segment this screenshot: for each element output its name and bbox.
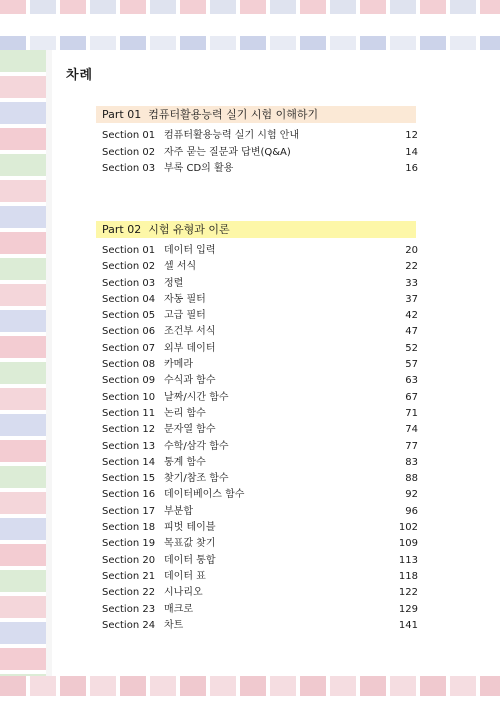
section-number: Section 18 [102,522,156,534]
page-number: 88 [405,473,418,485]
section-number: Section 19 [102,538,156,550]
toc-entry[interactable] [102,390,418,406]
section-number: Section 06 [102,326,156,338]
toc-entry[interactable] [102,128,418,145]
section-number: Section 01 [102,130,156,141]
toc-entry[interactable] [102,487,418,503]
section-name: 날짜/시간 함수 [164,391,229,403]
page-number: 20 [405,245,418,256]
toc-entry[interactable] [102,243,418,259]
section-number: Section 10 [102,391,156,403]
top-decorative-stripe-lower [0,36,500,50]
part-header-2 [96,221,416,238]
page-number: 22 [405,261,418,273]
toc-entry[interactable] [102,553,418,569]
toc-entry[interactable] [102,259,418,275]
section-name: 자주 묻는 질문과 답변(Q&A) [164,146,291,158]
toc-entry[interactable] [102,373,418,389]
page-number: 102 [398,522,418,534]
page-number: 16 [405,163,418,174]
page-number: 83 [405,456,418,468]
left-decorative-strip [0,50,46,676]
section-name: 문자열 함수 [164,424,216,436]
page-number: 129 [398,603,418,615]
section-number: Section 07 [102,342,156,354]
section-name: 논리 함수 [164,407,206,419]
section-name: 목표값 찾기 [164,538,216,550]
toc-entry[interactable] [102,357,418,373]
part-header-1 [96,106,416,123]
part-1-section-list [102,128,418,178]
section-number: Section 11 [102,407,156,419]
page-number: 52 [405,342,418,354]
page-number: 12 [405,130,418,141]
part-label: Part 02 [102,223,142,236]
section-number: Section 24 [102,619,156,631]
toc-entry[interactable] [102,276,418,292]
section-number: Section 02 [102,146,156,158]
toc-entry[interactable] [102,471,418,487]
page-number: 42 [405,310,418,322]
section-name: 수식과 함수 [164,375,216,387]
bottom-decorative-stripe [0,676,500,696]
page-number: 57 [405,359,418,371]
section-name: 부분합 [164,505,193,517]
toc-entry[interactable] [102,618,418,634]
section-number: Section 22 [102,587,156,599]
section-name: 셀 서식 [164,261,197,273]
section-name: 찾기/참조 함수 [164,473,229,485]
page-number: 96 [405,505,418,517]
page-title: 차례 [66,68,94,83]
page-number: 118 [398,570,418,582]
toc-entry[interactable] [102,406,418,422]
section-number: Section 02 [102,261,156,273]
page-number: 141 [398,619,418,631]
section-number: Section 13 [102,440,156,452]
page-number: 14 [405,146,418,158]
section-name: 시나리오 [164,587,203,599]
section-number: Section 21 [102,570,156,582]
toc-entry[interactable] [102,324,418,340]
section-name: 컴퓨터활용능력 실기 시험 안내 [164,130,300,141]
page-number: 92 [405,489,418,501]
part-title: 시험 유형과 이론 [148,223,230,236]
page-number: 113 [398,554,418,566]
toc-entry[interactable] [102,504,418,520]
toc-entry[interactable] [102,341,418,357]
section-number: Section 04 [102,293,156,305]
part-title: 컴퓨터활용능력 실기 시험 이해하기 [148,108,319,121]
section-name: 차트 [164,619,184,631]
section-name: 조건부 서식 [164,326,216,338]
section-name: 외부 데이터 [164,342,216,354]
section-name: 자동 필터 [164,293,206,305]
section-number: Section 14 [102,456,156,468]
toc-entry[interactable] [102,520,418,536]
page-number: 37 [405,293,418,305]
section-name: 정렬 [164,277,184,289]
section-number: Section 17 [102,505,156,517]
page-number: 63 [405,375,418,387]
section-number: Section 16 [102,489,156,501]
toc-entry[interactable] [102,455,418,471]
toc-entry[interactable] [102,536,418,552]
section-number: Section 15 [102,473,156,485]
section-name: 데이터 표 [164,570,206,582]
toc-entry[interactable] [102,308,418,324]
section-name: 수학/삼각 함수 [164,440,229,452]
part-2-section-list [102,243,418,634]
page-number: 33 [405,277,418,289]
section-name: 부록 CD의 활용 [164,163,234,174]
page-number: 71 [405,407,418,419]
page-number: 47 [405,326,418,338]
section-name: 매크로 [164,603,193,615]
toc-entry[interactable] [102,439,418,455]
page-number: 77 [405,440,418,452]
page-number: 122 [398,587,418,599]
section-number: Section 08 [102,359,156,371]
toc-entry[interactable] [102,292,418,308]
section-name: 고급 필터 [164,310,206,322]
section-number: Section 03 [102,163,156,174]
toc-entry[interactable] [102,161,418,178]
top-decorative-stripe [0,0,500,14]
section-number: Section 23 [102,603,156,615]
toc-entry[interactable] [102,422,418,438]
toc-entry[interactable] [102,602,418,618]
toc-entry[interactable] [102,569,418,585]
section-number: Section 01 [102,245,156,256]
section-name: 데이터 입력 [164,245,216,256]
section-number: Section 09 [102,375,156,387]
section-name: 피벗 테이블 [164,522,216,534]
page-number: 109 [398,538,418,550]
part-label: Part 01 [102,108,142,121]
toc-entry[interactable] [102,145,418,162]
page-number: 74 [405,424,418,436]
section-number: Section 05 [102,310,156,322]
section-name: 데이터 통합 [164,554,216,566]
page-number: 67 [405,391,418,403]
section-number: Section 12 [102,424,156,436]
section-number: Section 20 [102,554,156,566]
section-name: 카메라 [164,359,193,371]
toc-entry[interactable] [102,585,418,601]
section-name: 데이터베이스 함수 [164,489,245,501]
section-number: Section 03 [102,277,156,289]
section-name: 통계 함수 [164,456,206,468]
